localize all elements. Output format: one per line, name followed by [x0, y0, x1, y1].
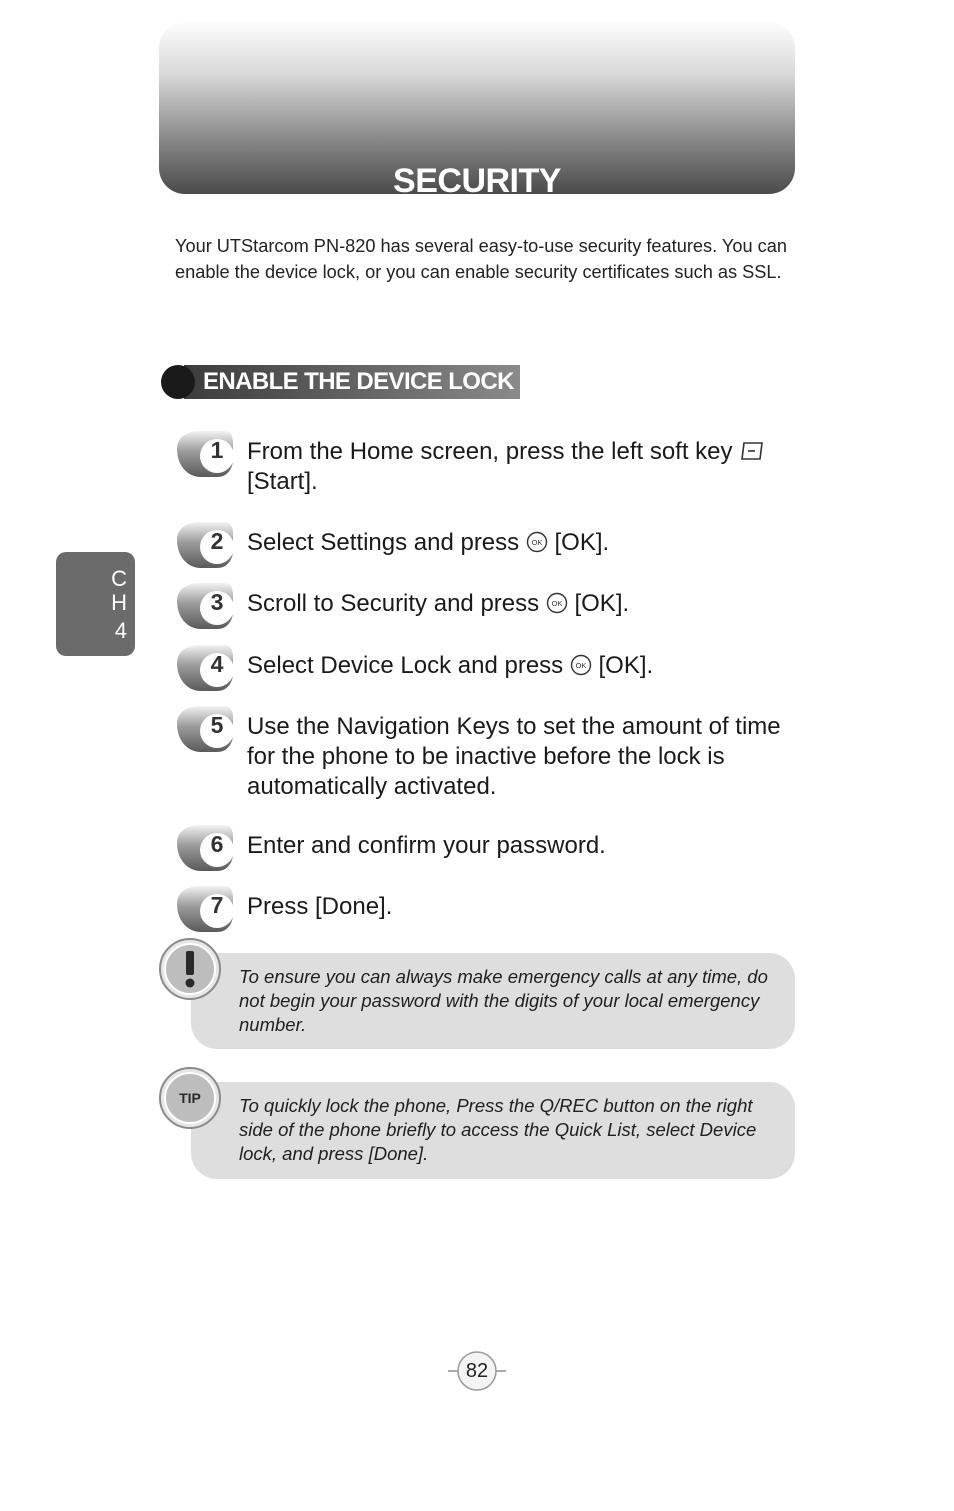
ok-key-icon	[570, 654, 592, 676]
chapter-tab-number: 4	[114, 618, 127, 643]
step-text	[247, 437, 807, 497]
exclamation-icon	[158, 937, 222, 1001]
step-text-part: [Start].	[247, 468, 318, 495]
step-number: 7	[210, 892, 224, 918]
step-text: Press [Done].	[247, 893, 393, 920]
step-number: 3	[210, 589, 224, 615]
chapter-tab-h: H	[111, 590, 127, 615]
step-number: 4	[210, 651, 224, 677]
step-text: Use the Navigation Keys to set the amount of time for the phone to be inactive before the lock is automatically activated.	[247, 713, 781, 800]
page-title: SECURITY	[393, 162, 561, 200]
section-bullet-icon	[161, 365, 195, 399]
header-banner	[159, 22, 795, 200]
warning-note	[191, 953, 795, 1049]
step-number: 5	[210, 712, 224, 738]
page-number-badge	[446, 1350, 508, 1392]
tip-icon	[158, 1066, 222, 1130]
tip-icon-label: TIP	[179, 1090, 201, 1106]
step-number: 2	[210, 528, 224, 554]
ok-key-icon	[526, 531, 548, 553]
step-text-part: [OK].	[598, 652, 654, 679]
warning-text: To ensure you can always make emergency calls at any time, do not begin your password with the digits of your local emergency number.	[239, 966, 768, 1035]
chapter-tab-c: C	[111, 566, 127, 591]
step-text	[247, 528, 807, 558]
ok-key-icon	[546, 592, 568, 614]
step-text-part: Select Settings and press	[247, 529, 520, 556]
svg-text:OK: OK	[531, 538, 543, 547]
step-text-part: [OK].	[574, 590, 630, 617]
step-text	[247, 589, 807, 619]
svg-text:OK: OK	[575, 661, 587, 670]
step-text-part: From the Home screen, press the left soft key	[247, 438, 733, 465]
step-text-part: [OK].	[554, 529, 610, 556]
left-soft-key-icon	[739, 440, 765, 462]
tip-text: To quickly lock the phone, Press the Q/REC button on the right side of the phone briefly to access the Quick List, select Device lock, and press [Done].	[239, 1095, 757, 1164]
step-text: Enter and confirm your password.	[247, 832, 606, 859]
step-number: 6	[210, 831, 224, 857]
step-number: 1	[210, 437, 224, 463]
step-text	[247, 651, 807, 681]
step-text-part: Scroll to Security and press	[247, 590, 540, 617]
svg-text:OK: OK	[551, 599, 563, 608]
step-text-part: Select Device Lock and press	[247, 652, 564, 679]
chapter-tab	[56, 552, 135, 656]
intro-paragraph: Your UTStarcom PN-820 has several easy-to-use security features. You can enable the device lock, or you can enable security certificates such as SSL.	[175, 236, 787, 282]
section-title: ENABLE THE DEVICE LOCK	[203, 368, 514, 395]
page-number: 82	[465, 1360, 489, 1382]
tip-note	[191, 1082, 795, 1179]
